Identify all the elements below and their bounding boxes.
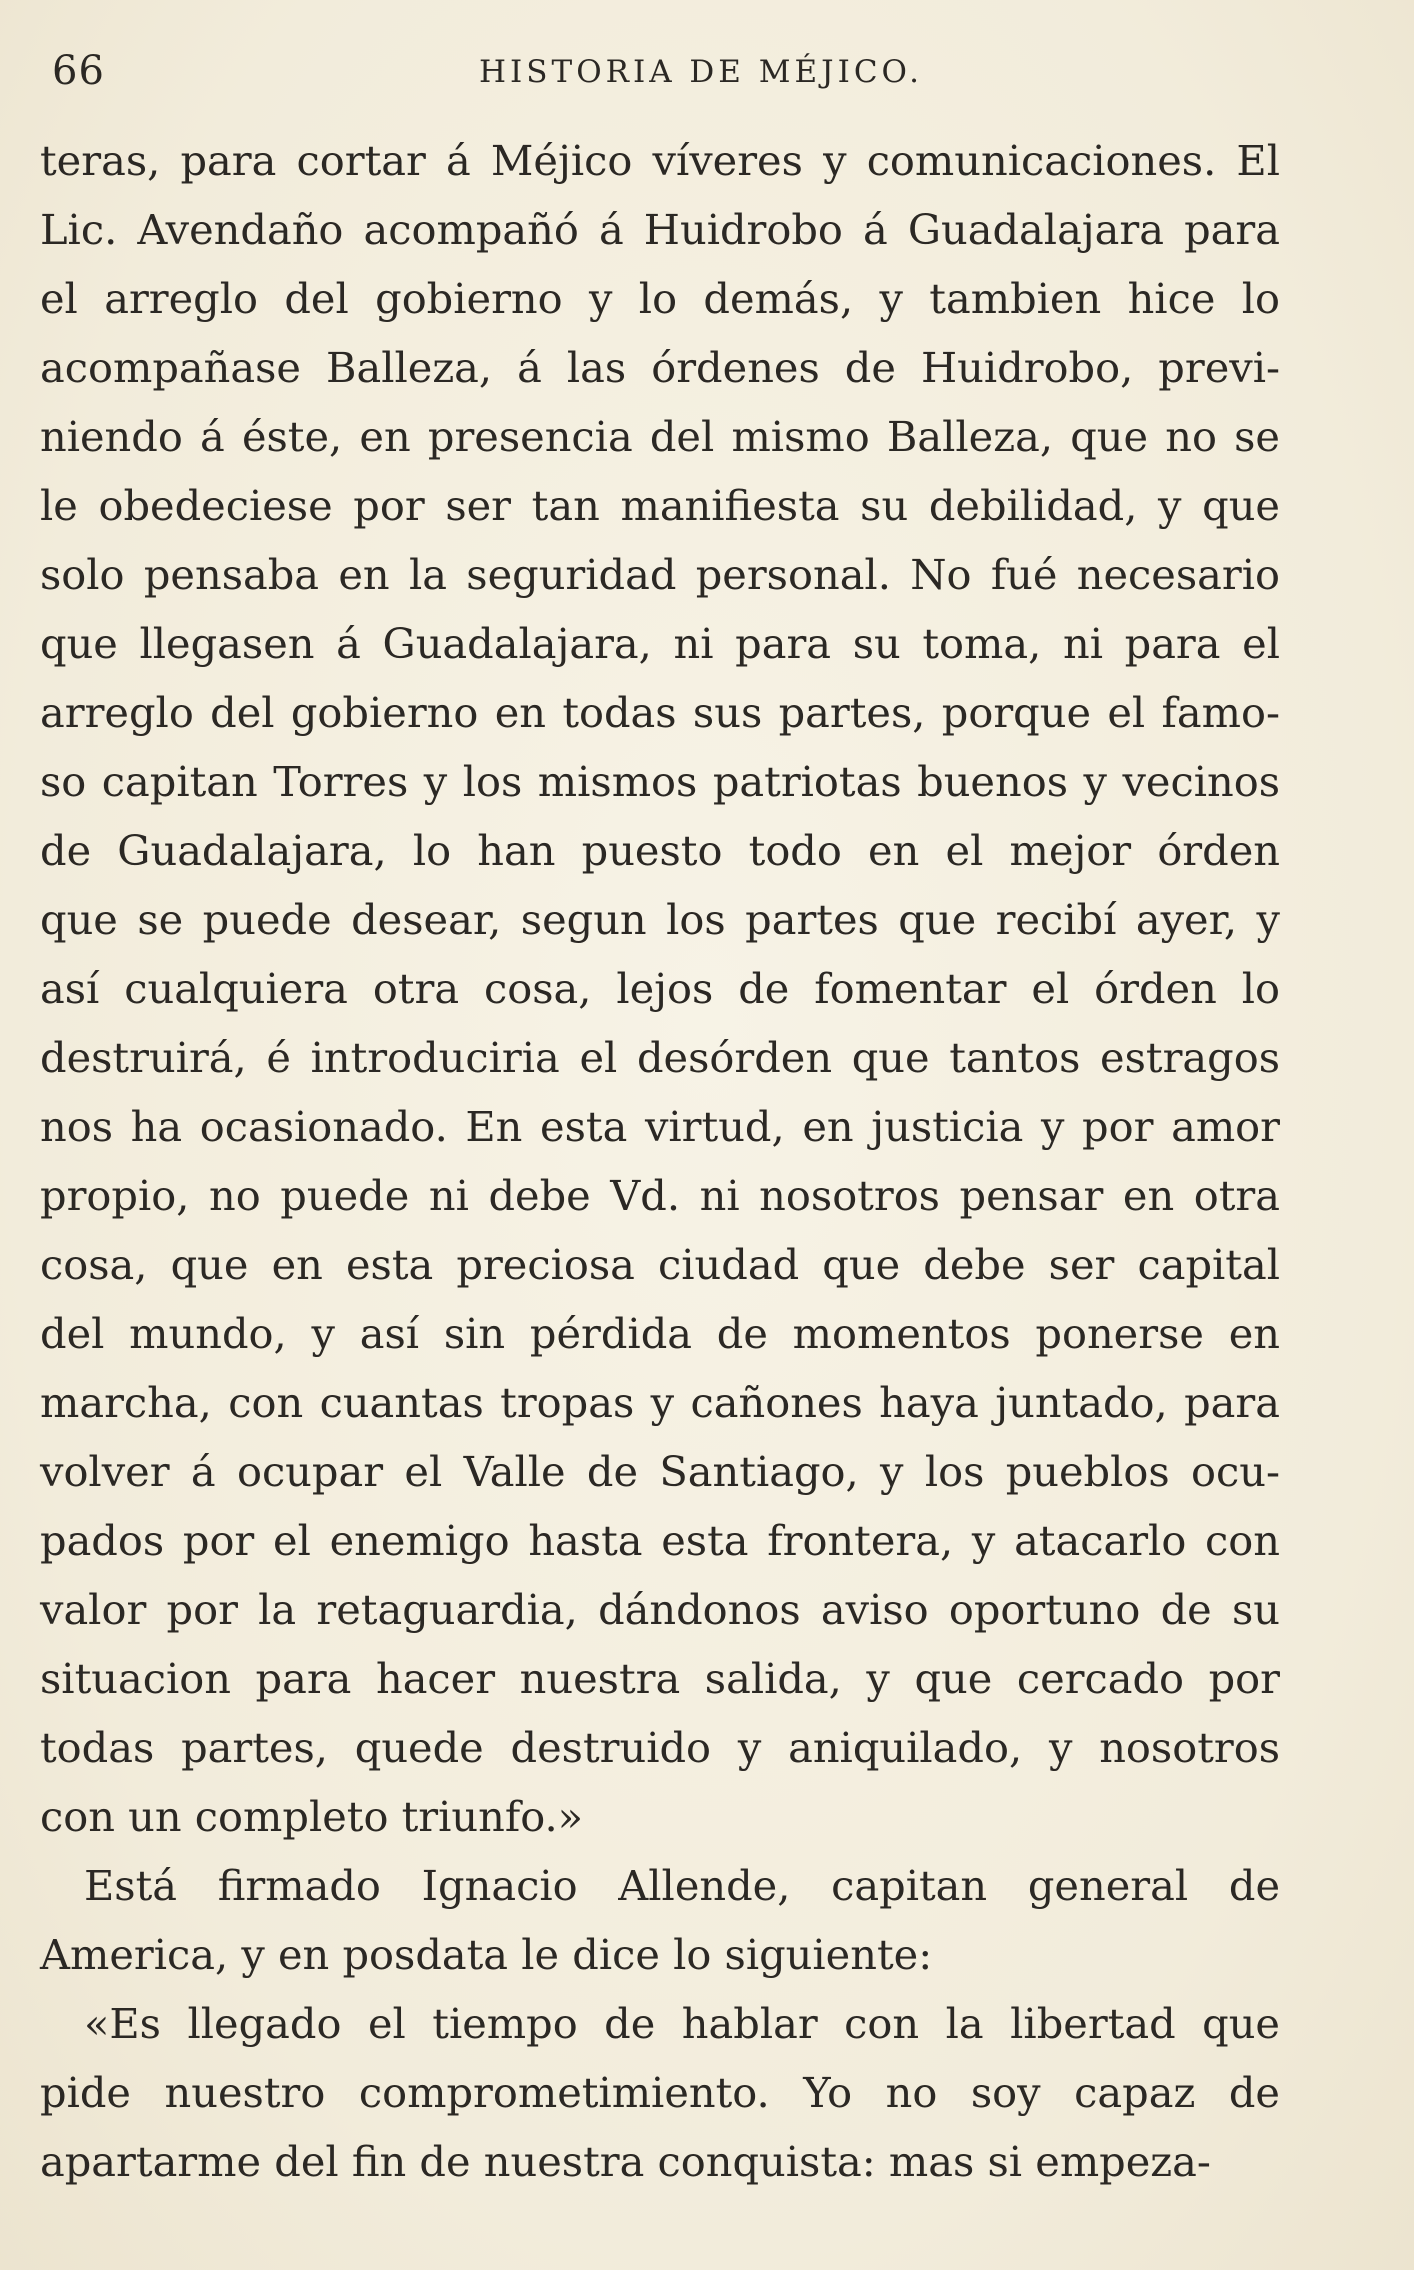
- text-line: situacion para hacer nuestra salida, y que cercado por: [40, 1654, 1280, 1703]
- text-line: valor por la retaguardia, dándonos aviso oportuno de su: [40, 1585, 1280, 1634]
- page-number: 66: [52, 48, 105, 94]
- body-text: [40, 126, 1280, 2196]
- paragraph: [40, 1851, 1280, 1989]
- text-line: Está firmado Ignacio Allende, capitan general de: [84, 1861, 1280, 1910]
- text-line: pados por el enemigo hasta esta frontera, y atacarlo con: [40, 1516, 1280, 1565]
- text-line: teras, para cortar á Méjico víveres y comunicaciones. El: [40, 136, 1280, 185]
- text-line: acompañase Balleza, á las órdenes de Huidrobo, previ-: [40, 343, 1280, 392]
- text-line: del mundo, y así sin pérdida de momentos ponerse en: [40, 1309, 1280, 1358]
- text-line: nos ha ocasionado. En esta virtud, en justicia y por amor: [40, 1102, 1280, 1151]
- text-line: le obedeciese por ser tan manifiesta su debilidad, y que: [40, 481, 1280, 530]
- text-line: cosa, que en esta preciosa ciudad que debe ser capital: [40, 1240, 1280, 1289]
- paragraph: [40, 1989, 1280, 2196]
- text-line: que se puede desear, segun los partes que recibí ayer, y: [40, 895, 1280, 944]
- text-line: el arreglo del gobierno y lo demás, y tambien hice lo: [40, 274, 1280, 323]
- text-line: propio, no puede ni debe Vd. ni nosotros pensar en otra: [40, 1171, 1280, 1220]
- text-line: apartarme del fin de nuestra conquista: mas si empeza-: [40, 2137, 1211, 2186]
- text-line: solo pensaba en la seguridad personal. No fué necesario: [40, 550, 1280, 599]
- text-line: destruirá, é introduciria el desórden que tantos estragos: [40, 1033, 1280, 1082]
- running-title: HISTORIA DE MÉJICO.: [479, 54, 923, 90]
- text-line: pide nuestro comprometimiento. Yo no soy capaz de: [40, 2068, 1280, 2117]
- page-header: [48, 42, 1354, 102]
- text-line: así cualquiera otra cosa, lejos de fomentar el órden lo: [40, 964, 1280, 1013]
- paragraph: [40, 126, 1280, 1851]
- text-line: con un completo triunfo.»: [40, 1792, 584, 1841]
- text-line: marcha, con cuantas tropas y cañones haya juntado, para: [40, 1378, 1280, 1427]
- text-line: so capitan Torres y los mismos patriotas buenos y vecinos: [40, 757, 1280, 806]
- text-line: todas partes, quede destruido y aniquilado, y nosotros: [40, 1723, 1280, 1772]
- text-line: niendo á éste, en presencia del mismo Balleza, que no se: [40, 412, 1280, 461]
- text-line: volver á ocupar el Valle de Santiago, y los pueblos ocu-: [40, 1447, 1280, 1496]
- text-line: de Guadalajara, lo han puesto todo en el mejor órden: [40, 826, 1280, 875]
- text-line: que llegasen á Guadalajara, ni para su toma, ni para el: [40, 619, 1280, 668]
- text-line: America, y en posdata le dice lo siguiente:: [40, 1930, 933, 1979]
- text-line: Lic. Avendaño acompañó á Huidrobo á Guadalajara para: [40, 205, 1280, 254]
- text-line: «Es llegado el tiempo de hablar con la libertad que: [84, 1999, 1280, 2048]
- text-line: arreglo del gobierno en todas sus partes, porque el famo-: [40, 688, 1280, 737]
